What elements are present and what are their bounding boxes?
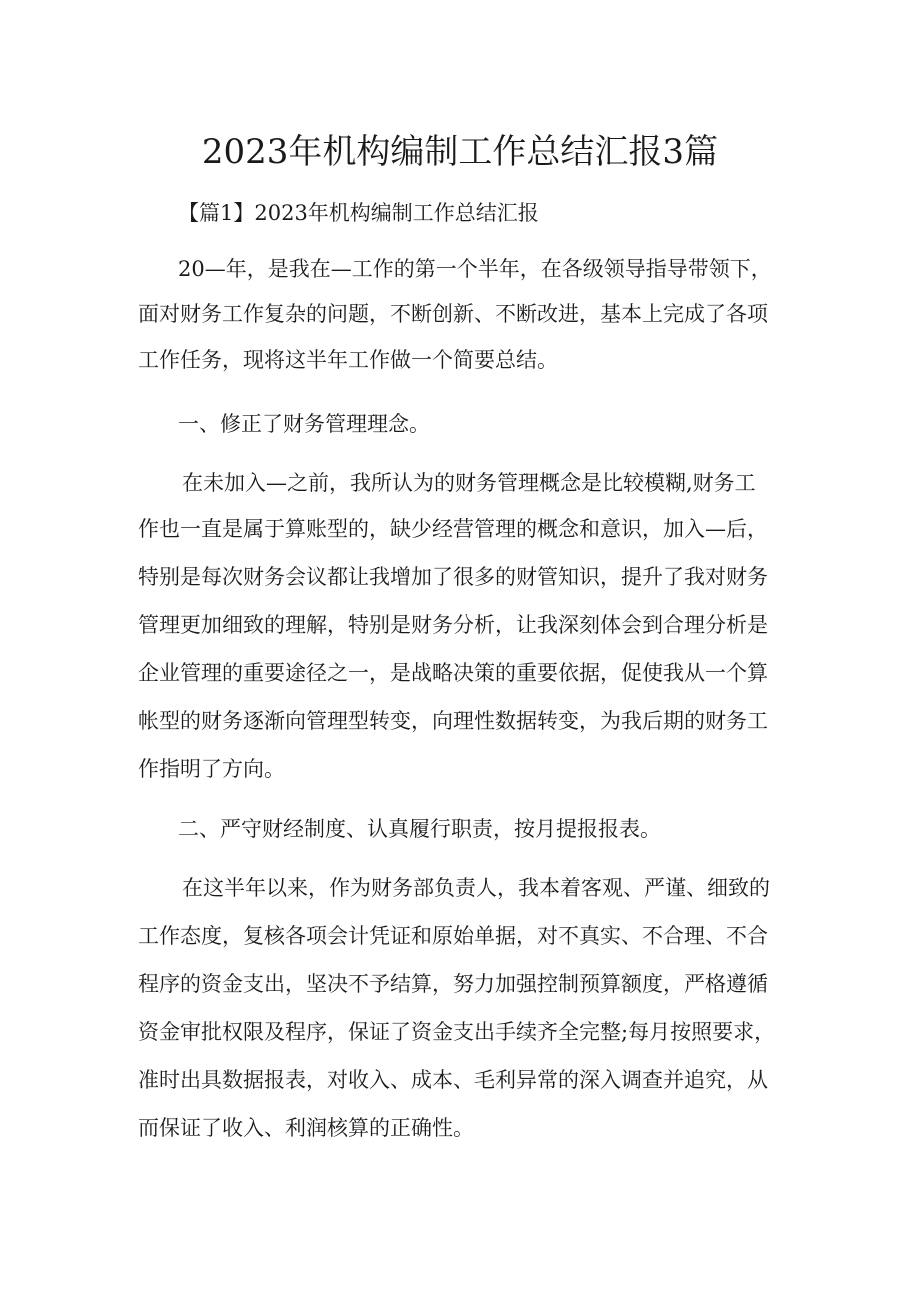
paragraph-line: 在未加入—之前，我所认为的财务管理概念是比较模糊,财务工 — [182, 471, 756, 495]
paragraph-line: 特别是每次财务会议都让我增加了很多的财管知识，提升了我对财务 — [138, 565, 768, 589]
document-title: 2023年机构编制工作总结汇报3篇 — [201, 132, 719, 172]
paragraph-line: 程序的资金支出，坚决不予结算，努力加强控制预算额度，严格遵循 — [138, 972, 768, 996]
paragraph-line: 帐型的财务逐渐向管理型转变，向理性数据转变，为我后期的财务工 — [138, 709, 768, 733]
paragraph-line: 准时出具数据报表，对收入、成本、毛利异常的深入调查并追究，从 — [138, 1068, 768, 1092]
paragraph-line: 企业管理的重要途径之一，是战略决策的重要依据，促使我从一个算 — [138, 661, 768, 685]
paragraph-line: 而保证了收入、利润核算的正确性。 — [138, 1116, 474, 1140]
paragraph-line: 管理更加细致的理解，特别是财务分析，让我深刻体会到合理分析是 — [138, 613, 768, 637]
section-heading: 一、修正了财务管理理念。 — [178, 412, 430, 436]
paragraph-line: 在这半年以来，作为财务部负责人，我本着客观、严谨、细致的 — [182, 876, 770, 900]
section-heading: 二、严守财经制度、认真履行职责，按月提报报表。 — [178, 817, 661, 841]
paragraph-line: 工作态度，复核各项会计凭证和原始单据，对不真实、不合理、不合 — [138, 924, 768, 948]
paragraph-line: 作也一直是属于算账型的，缺少经营管理的概念和意识，加入—后， — [138, 517, 768, 541]
paragraph-line: 面对财务工作复杂的问题，不断创新、不断改进，基本上完成了各项 — [138, 302, 768, 326]
paragraph-line: 20—年，是我在—工作的第一个半年，在各级领导指导带领下， — [178, 257, 772, 281]
paragraph-line: 工作任务，现将这半年工作做一个简要总结。 — [138, 348, 558, 372]
paragraph-line: 资金审批权限及程序，保证了资金支出手续齐全完整;每月按照要求， — [138, 1020, 776, 1044]
section-subtitle: 【篇1】2023年机构编制工作总结汇报 — [178, 201, 539, 225]
paragraph-line: 作指明了方向。 — [138, 757, 285, 781]
